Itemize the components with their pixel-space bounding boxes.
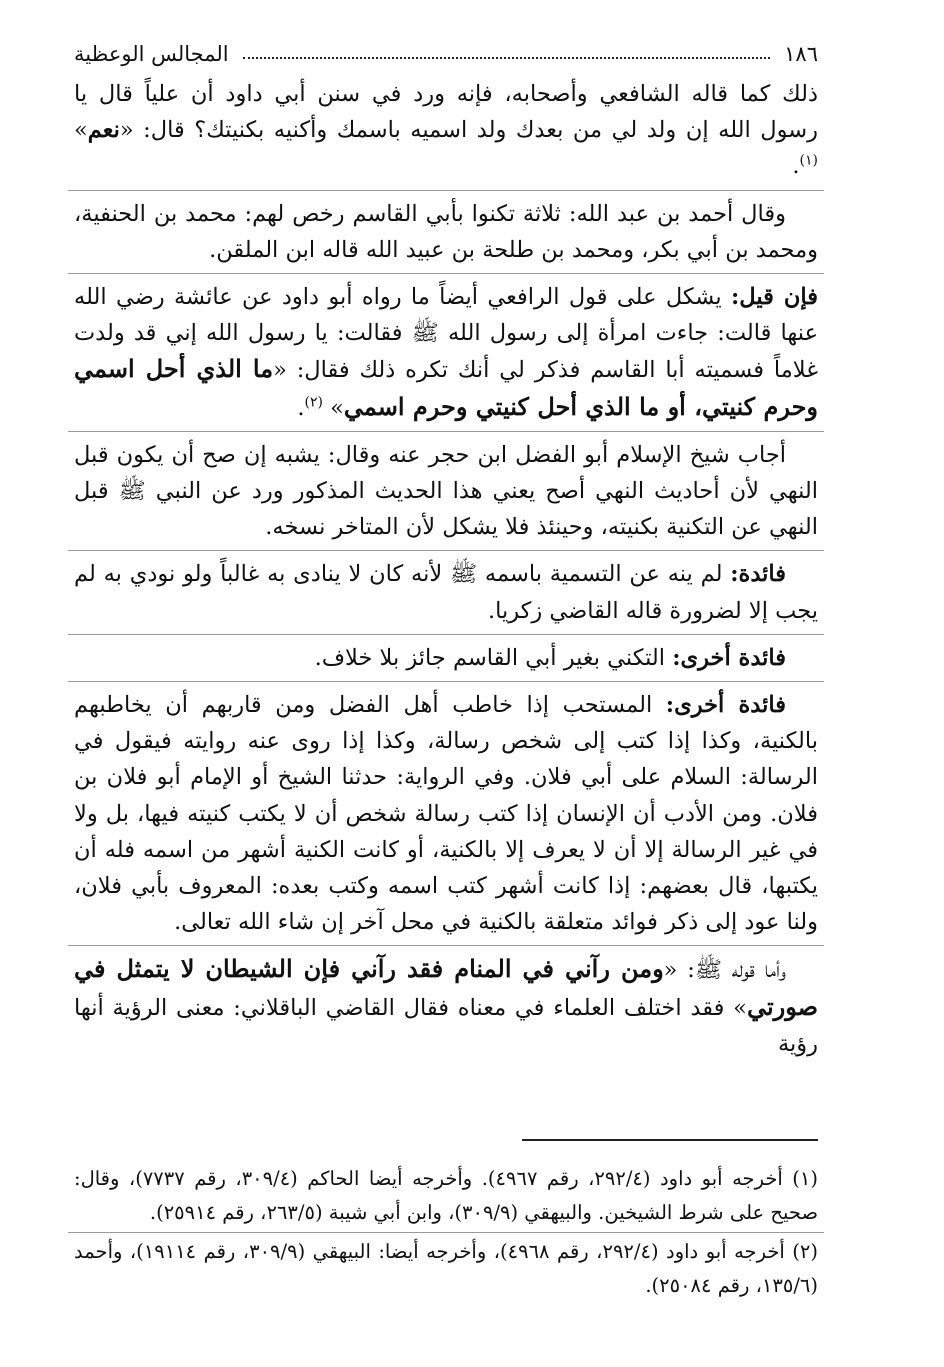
book-page (74, 36, 818, 1336)
hadith-quote: ومن رآني في المنام فقد رآني فإن الشيطان لا يتمثل في صورتي (74, 954, 818, 1021)
page-header (74, 36, 818, 72)
footnote-ref-1: (١) (799, 152, 818, 169)
footnote-1: (١) أخرجه أبو داود (٢٩٢/٤، رقم ٤٩٦٧). وأخرجه أيضا الحاكم (٣٠٩/٤، رقم ٧٧٣٧)، وقال: صحيح على شرط الشيخين. والبيهقي (٣٠٩/٩)، وابن أبي شيبة (٢٦٣/٥، رقم ٢٥٩١٤). (74, 1167, 818, 1224)
paragraph-lead: فائدة أخرى: (672, 644, 786, 671)
book-title: المجالس الوعظية (74, 42, 229, 66)
paragraph-4: أجاب شيخ الإسلام أبو الفضل ابن حجر عنه وقال: يشبه إن صح أن يكون قبل النهي لأن أحاديث النهي أصح يعني هذا الحديث المذكور ورد عن النبي ﷺ قبل النهي عن التكنية بكنيته، وحينئذ فلا يشكل لأن المتاخر نسخه. (74, 441, 818, 541)
footnote-2: (٢) أخرجه أبو داود (٢٩٢/٤، رقم ٤٩٦٨)، وأخرجه أيضا: البيهقي (٣٠٩/٩، رقم ١٩١١٤)، وأحمد (١٣٥/٦، رقم ٢٥٠٨٤). (74, 1240, 818, 1297)
hadith-quote: ما الذي أحل اسمي وحرم كنيتي، أو ما الذي أحل كنيتي وحرم اسمي (74, 354, 818, 421)
divider (68, 190, 824, 191)
paragraph-lead: فائدة: (730, 561, 786, 588)
footnotes (74, 1162, 818, 1305)
divider (68, 431, 824, 432)
paragraph-1: ذلك كما قاله الشافعي وأصحابه، فإنه ورد في سنن أبي داود أن علياً قال يا رسول الله إن ولد لي من بعدك ولد اسميه باسمك وأكنيه بكنيتك؟ قال: «نعم» $^{(١)}$. (74, 81, 818, 180)
footnote-separator (522, 1139, 818, 1141)
divider (68, 1232, 824, 1233)
paragraph-2: وقال أحمد بن عبد الله: ثلاثة تكنوا بأبي القاسم رخص لهم: محمد بن الحنفية، ومحمد بن أبي بكر، ومحمد بن طلحة بن عبيد الله قاله ابن الملقن. (74, 200, 818, 263)
paragraph-lead: فائدة أخرى: (665, 692, 786, 719)
footnote-ref-2: (٢) (304, 394, 323, 411)
paragraph-6: فائدة أخرى: التكني بغير أبي القاسم جائز بلا خلاف. (314, 644, 786, 671)
quote-naam: نعم (87, 117, 120, 144)
page-number: ١٨٦ (784, 42, 818, 66)
paragraph-3: فإن قيل: يشكل على قول الرافعي أيضاً ما رواه أبو داود عن عائشة رضي الله عنها قالت: جاءت امرأة إلى رسول الله ﷺ فقالت: يا رسول الله إني قد ولدت غلاماً فسميته أبا القاسم فذكر لي أنك تكره ذلك فقال: «ما الذي أحل اسمي وحرم كنيتي، أو ما الذي أحل كنيتي وحرم اسمي» $^{(٢)}$. (74, 284, 819, 421)
divider (68, 681, 824, 682)
paragraph-lead: فإن قيل: (730, 284, 819, 311)
paragraph-8: وأما قوله ﷺ: «ومن رآني في المنام فقد رآني فإن الشيطان لا يتمثل في صورتي» فقد اختلف العلماء في معناه فقال القاضي الباقلاني: معنى الرؤية أنها رؤية (74, 954, 818, 1057)
main-text (74, 76, 818, 1062)
divider (68, 273, 824, 274)
divider (68, 634, 824, 635)
divider (68, 945, 824, 946)
header-dotted-line (243, 57, 771, 59)
paragraph-7: فائدة أخرى: المستحب إذا خاطب أهل الفضل ومن قاربهم أن يخاطبهم بالكنية، وكذا إذا كتب إلى شخص رسالة، وكذا إذا روى عنه روايته فيقول في الرسالة: السلام على أبي فلان. وفي الرواية: حدثنا الشيخ أو الإمام أبو فلان بن فلان. ومن الأدب أن الإنسان إذا كتب رسالة شخص أن لا يكتب كنيته فيها، بل ولا في غير الرسالة إلا أن لا يعرف إلا بالكنية، أو كانت الكنية أشهر من اسمه فله أن يكتبها، قال بعضهم: إذا كانت أشهر كتب اسمه وكتب بعده: المعروف بأبي فلان، ولنا عود إلى ذكر فوائد متعلقة بالكنية في محل آخر إن شاء الله تعالى. (74, 692, 818, 936)
paragraph-5: فائدة: لم ينه عن التسمية باسمه ﷺ لأنه كان لا ينادى به غالباً ولو نودي به لم يجب إلا لضرورة قاله القاضي زكريا. (74, 561, 818, 624)
divider (68, 550, 824, 551)
